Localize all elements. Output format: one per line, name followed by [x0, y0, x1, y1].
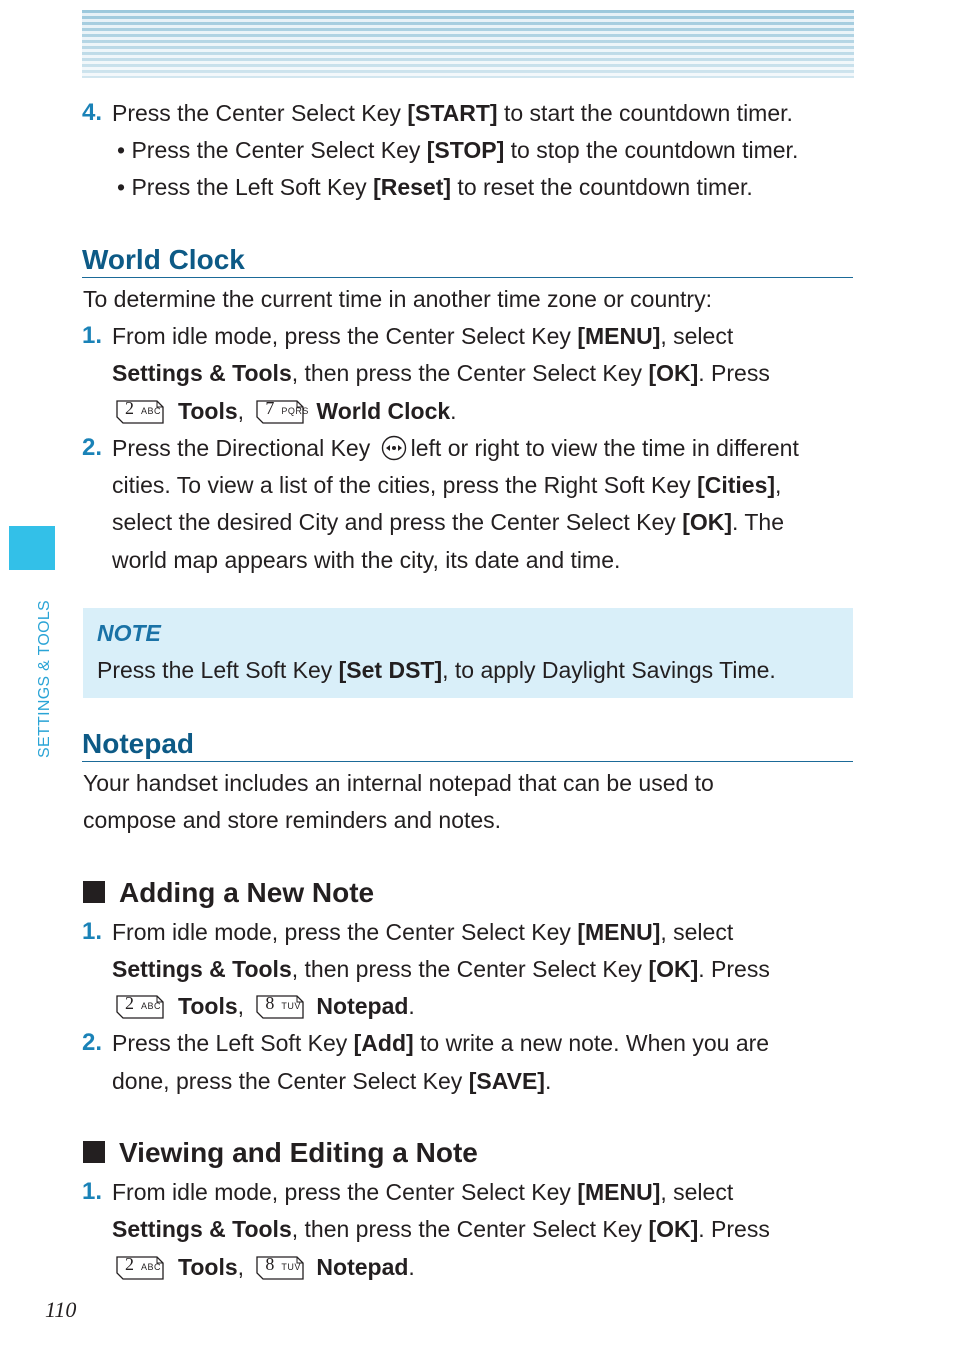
step-text: 2 ABC Tools, 8 TUV Notepad. — [116, 991, 415, 1021]
key-2-icon: 2 ABC — [116, 1254, 164, 1280]
key-8-icon: 8 TUV — [256, 993, 304, 1019]
step-text: Settings & Tools, then press the Center Select Key [OK]. Press — [112, 1216, 770, 1242]
square-bullet-icon — [83, 1141, 105, 1163]
step-number: 1. — [82, 322, 103, 349]
step-text: cities. To view a list of the cities, press the Right Soft Key [Cities], — [112, 472, 782, 498]
note-title: NOTE — [97, 620, 161, 646]
step-text: From idle mode, press the Center Select Key [MENU], select — [112, 1179, 734, 1205]
step-number: 4. — [82, 99, 103, 126]
step-text: From idle mode, press the Center Select Key [MENU], select — [112, 323, 734, 349]
bullet-item: • Press the Left Soft Key [Reset] to reset the countdown timer. — [117, 174, 753, 200]
directional-key-icon — [381, 435, 407, 461]
key-2-icon: 2 ABC — [116, 993, 164, 1019]
step-text: Settings & Tools, then press the Center Select Key [OK]. Press — [112, 956, 770, 982]
step-text: Press the Directional Key left or right to view the time in different — [112, 435, 799, 461]
paragraph: Your handset includes an internal notepad that can be used to — [83, 770, 714, 796]
subheading-viewing-note: Viewing and Editing a Note — [83, 1136, 478, 1170]
step-text: Settings & Tools, then press the Center Select Key [OK]. Press — [112, 360, 770, 386]
section-heading-notepad: Notepad — [82, 727, 853, 762]
step-number: 2. — [82, 1029, 103, 1056]
key-2-icon: 2 ABC — [116, 398, 164, 424]
step-text: 2 ABC Tools, 8 TUV Notepad. — [116, 1252, 415, 1282]
step-number: 1. — [82, 918, 103, 945]
step-text: From idle mode, press the Center Select Key [MENU], select — [112, 919, 734, 945]
step-number: 2. — [82, 434, 103, 461]
page-number: 110 — [45, 1297, 77, 1322]
step-text: world map appears with the city, its date and time. — [112, 547, 621, 573]
step-text: Press the Left Soft Key [Add] to write a new note. When you are — [112, 1030, 770, 1056]
section-intro: To determine the current time in another time zone or country: — [83, 286, 712, 312]
step-text: select the desired City and press the Center Select Key [OK]. The — [112, 509, 785, 535]
key-7-icon: 7 PQRS — [256, 398, 304, 424]
header-band — [82, 10, 854, 78]
step-text: 2 ABC Tools, 7 PQRS World Clock. — [116, 396, 457, 426]
subheading-adding-note: Adding a New Note — [83, 876, 374, 910]
bullet-item: • Press the Center Select Key [STOP] to stop the countdown timer. — [117, 137, 799, 163]
step-text: done, press the Center Select Key [SAVE]. — [112, 1068, 552, 1094]
section-heading-world-clock: World Clock — [82, 243, 853, 278]
paragraph: compose and store reminders and notes. — [83, 807, 502, 833]
chapter-tab — [9, 526, 55, 570]
step-text: Press the Center Select Key [START] to start the countdown timer. — [112, 100, 793, 126]
key-8-icon: 8 TUV — [256, 1254, 304, 1280]
square-bullet-icon — [83, 881, 105, 903]
step-number: 1. — [82, 1178, 103, 1205]
note-text: Press the Left Soft Key [Set DST], to apply Daylight Savings Time. — [97, 657, 776, 683]
note-box — [83, 608, 853, 698]
